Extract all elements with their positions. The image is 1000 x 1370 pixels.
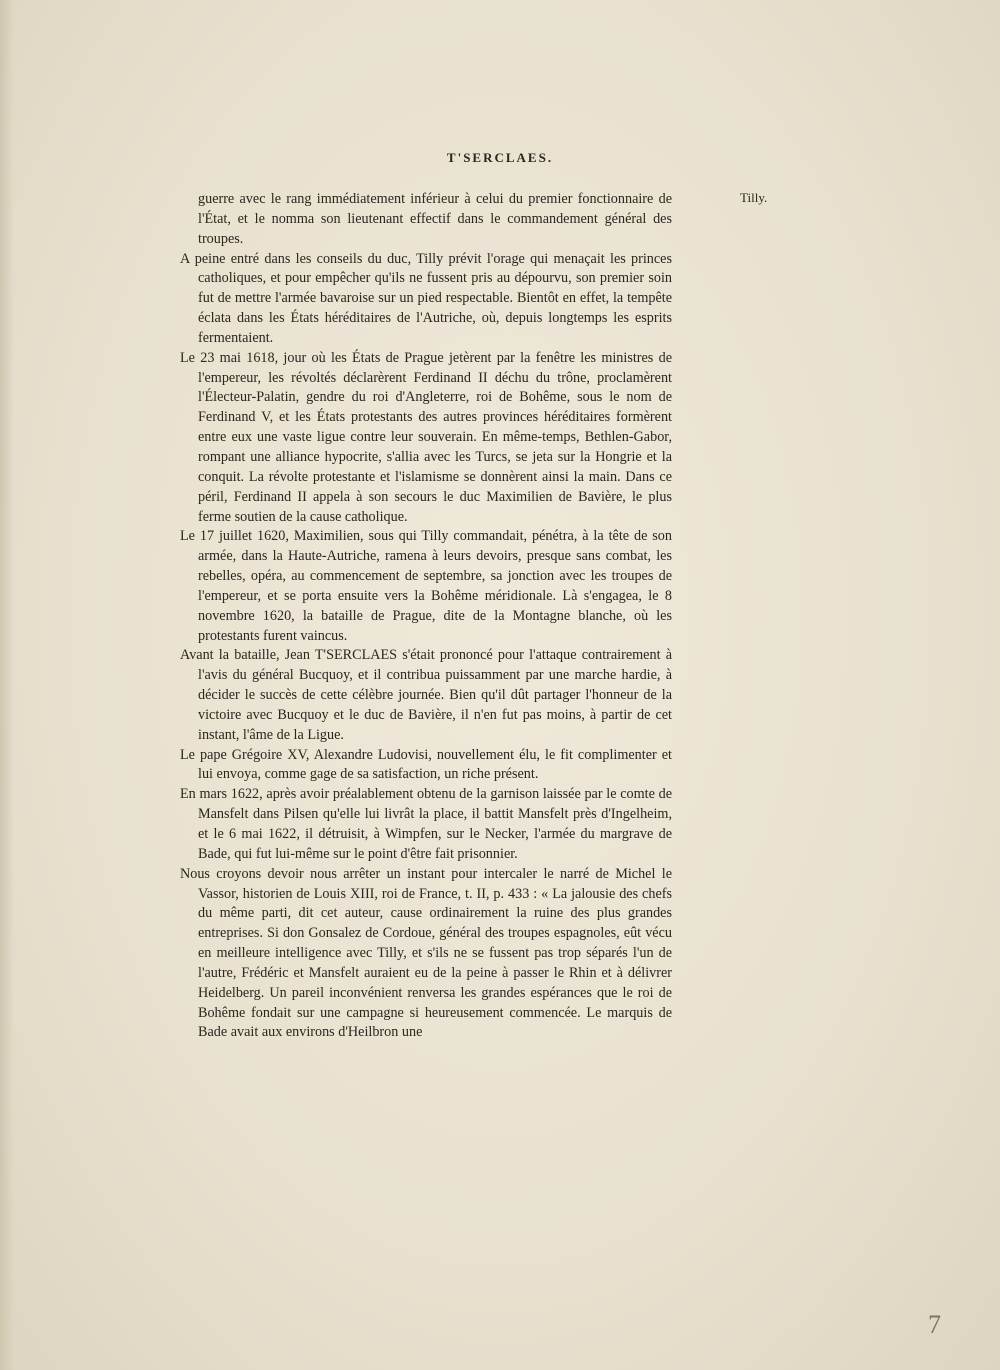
page-edge-shadow	[0, 0, 14, 1370]
paragraph-1: guerre avec le rang immédiatement inférieur à celui du premier fonctionnaire de l'État, et le nomma son lieutenant effectif dans le commandement général des troupes.	[198, 191, 672, 247]
paragraph-8: Nous croyons devoir nous arrêter un instant pour intercaler le narré de Michel le Vassor, historien de Louis XIII, roi de France, t. II, p. 433 : « La jalousie des chefs du même parti, dit cet auteur, cause ordinairement la ruine des plus grandes entreprises. Si don Gonsalez de Cordoue, général des troupes espagnoles, eût vécu en meilleure intelligence avec Tilly, et s'ils ne se fussent pas trop séparés l'un de l'autre, Frédéric et Mansfelt auraient eu de la peine à passer le Rhin et à délivrer Heidelberg. Un pareil inconvénient renversa les grandes espérances que le roi de Bohême fondait sur une campagne si heureusement commencée. Le marquis de Bade avait aux environs d'Heilbron une	[180, 865, 672, 1041]
paragraph-5: Avant la bataille, Jean T'SERCLAES s'était prononcé pour l'attaque contrairement à l'avis du général Bucquoy, et il contribua puissamment par une marche hardie, à décider le succès de cette célèbre journée. Bien qu'il dût partager l'honneur de la victoire avec Bucquoy et le duc de Bavière, il n'en fut pas moins, à partir de cet instant, l'âme de la Ligue.	[180, 647, 672, 743]
paragraph-6: Le pape Grégoire XV, Alexandre Ludovisi, nouvellement élu, le fit complimenter et lui envoya, comme gage de sa satisfaction, un riche présent.	[180, 746, 672, 783]
corner-pencil-mark: 7	[928, 1310, 941, 1339]
body-text	[180, 190, 672, 1043]
paragraph-4: Le 17 juillet 1620, Maximilien, sous qui Tilly commandait, pénétra, à la tête de son armée, dans la Haute-Autriche, ramena à leurs devoirs, presque sans combat, les rebelles, opéra, au commencement de septembre, sa jonction avec les troupes de l'empereur, et se porta ensuite vers la Bohême méridionale. Là s'engagea, le 8 novembre 1620, la bataille de Prague, dite de la Montagne blanche, où les protestants furent vaincus.	[180, 528, 672, 644]
paragraph-7: En mars 1622, après avoir préalablement obtenu de la garnison laissée par le comte de Mansfelt dans Pilsen qu'elle lui livrât la place, il battit Mansfelt près d'Ingelheim, et le 6 mai 1622, il détruisit, à Wimpfen, sur le Necker, l'armée du margrave de Bade, qui fut lui-même sur le point d'être fait prisonnier.	[180, 786, 672, 862]
paragraph-2: A peine entré dans les conseils du duc, Tilly prévit l'orage qui menaçait les princes catholiques, et pour empêcher qu'ils ne fussent pris au dépourvu, son premier soin fut de mettre l'armée bavaroise sur un pied respectable. Bientôt en effet, la tempête éclata dans les États héréditaires de l'Autriche, où, depuis longtemps les esprits fermentaient.	[180, 250, 672, 346]
margin-note: Tilly.	[740, 190, 768, 205]
running-header: T'SERCLAES.	[446, 150, 554, 165]
paragraph-3: Le 23 mai 1618, jour où les États de Prague jetèrent par la fenêtre les ministres de l'empereur, les révoltés déclarèrent Ferdinand II déchu du trône, proclamèrent l'Électeur-Palatin, gendre du roi d'Angleterre, roi de Bohême, sous le nom de Ferdinand V, et les États protestants des autres provinces héréditaires formèrent entre eux une vaste ligue contre leur souverain. En même-temps, Bethlen-Gabor, rompant une alliance hypocrite, s'allia avec les Turcs, se jeta sur la Hongrie et la conquit. La révolte protestante et l'islamisme se donnèrent ainsi la main. Dans ce péril, Ferdinand II appela à son secours le duc Maximilien de Bavière, le plus ferme soutien de la cause catholique.	[180, 349, 672, 525]
